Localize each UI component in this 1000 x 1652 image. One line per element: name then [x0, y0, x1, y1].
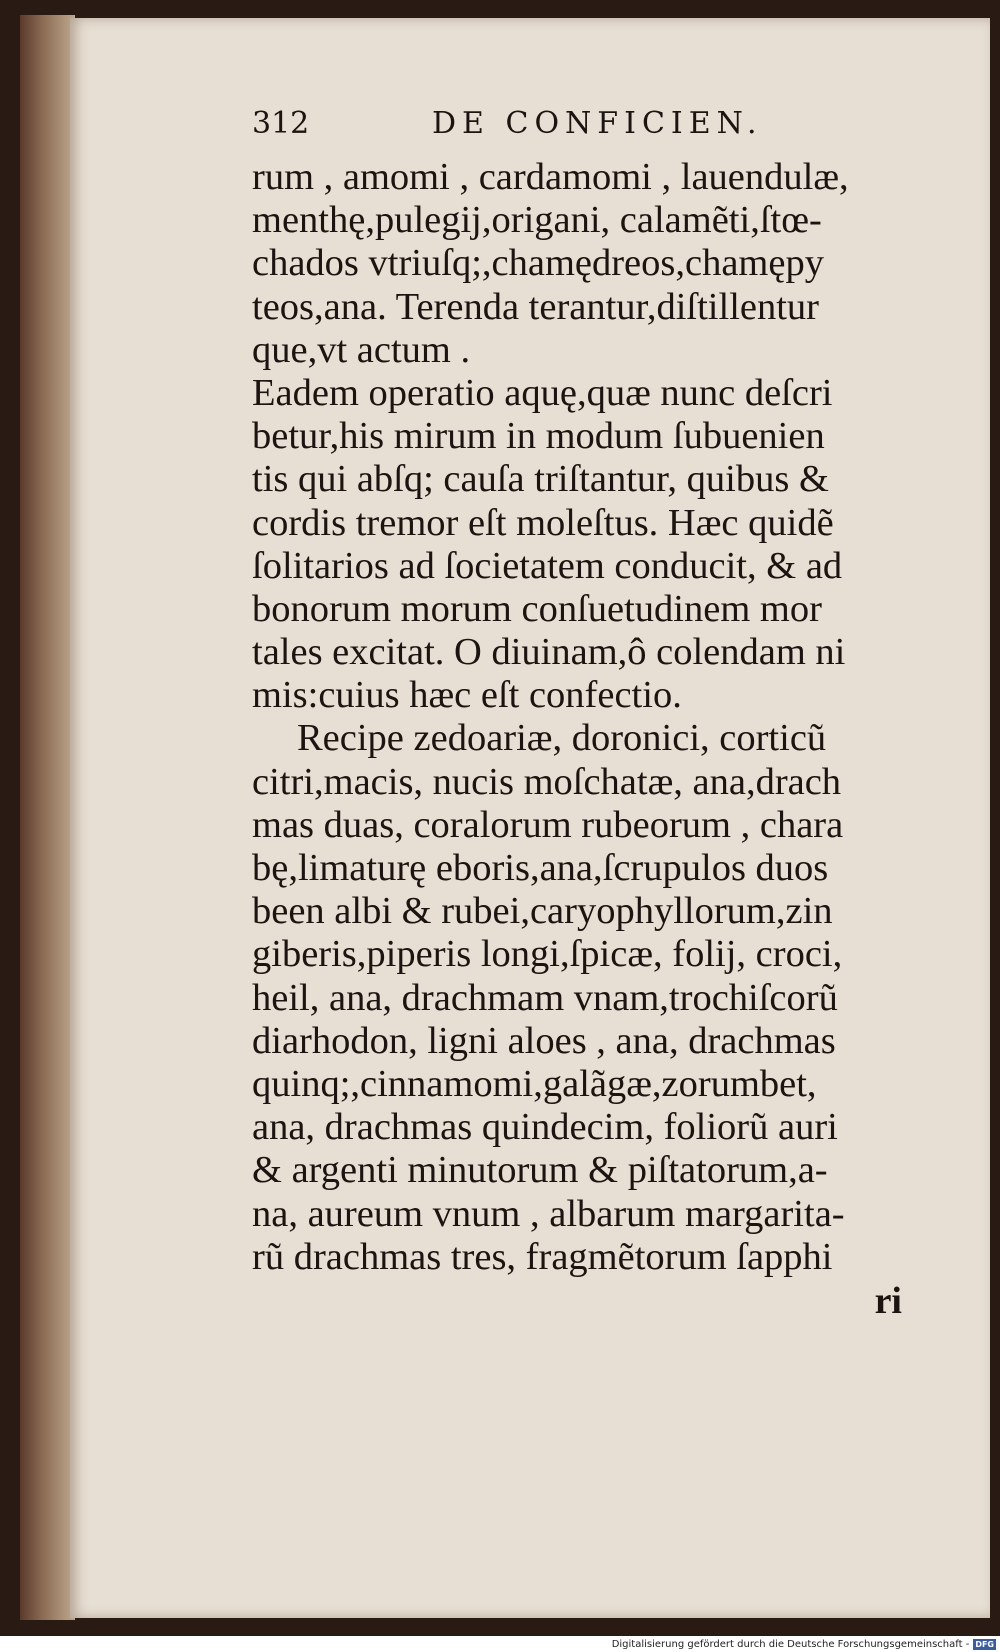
catchword-row — [252, 1279, 922, 1323]
text-line: diarhodon, ligni aloes , ana, drachmas — [252, 1019, 836, 1062]
text-line: giberis,piperis longi,ſpicæ, folij, croci, — [252, 933, 843, 976]
text-line: tales excitat. O diuinam,ô colendam ni — [252, 631, 846, 674]
text-line: teos,ana. Terenda terantur,diſtillentur — [252, 285, 819, 328]
text-line: rum , amomi , cardamomi , lauendulæ, — [252, 156, 849, 198]
running-head: DE CONFICIEN. — [432, 106, 763, 141]
text-line: que,vt actum . — [252, 328, 471, 371]
text-line: mis:cuius hæc eſt confectio. — [252, 674, 682, 717]
text-line: na, aureum vnum , albarum margarita- — [252, 1192, 845, 1235]
text-line: heil, ana, drachmam vnam,trochiſcorũ — [252, 976, 838, 1019]
text-line: quinq;,cinnamomi,galãgæ,zorumbet, — [252, 1062, 817, 1105]
text-line: mas duas, coralorum rubeorum , chara — [252, 803, 844, 846]
page-content — [252, 106, 922, 1323]
footer-credit: Digitalisierung gefördert durch die Deutsche Forschungsgemeinschaft - — [611, 1638, 970, 1650]
body-text — [252, 156, 922, 1279]
text-line: chados vtriuſq;,chamędreos,chamępy — [252, 242, 824, 285]
text-line: cordis tremor eſt moleſtus. Hæc quidẽ — [252, 501, 834, 544]
text-line: bę,limaturę eboris,ana,ſcrupulos duos — [252, 847, 829, 889]
page-header — [252, 106, 922, 156]
text-line: & argenti minutorum & piſtatorum,a- — [252, 1149, 828, 1192]
catchword: ri — [874, 1279, 902, 1322]
digitization-footer — [0, 1636, 1000, 1652]
text-line: tis qui abſq; cauſa triſtantur, quibus & — [252, 458, 829, 501]
text-line: bonorum morum conſuetudinem mor — [252, 587, 822, 630]
book-gutter — [20, 15, 75, 1620]
text-line: ana, drachmas quindecim, foliorũ auri — [252, 1106, 838, 1149]
text-line: been albi & rubei,caryophyllorum,zin — [252, 890, 833, 933]
text-line: betur,his mirum in modum ſubuenien — [252, 415, 825, 458]
text-line: menthę,pulegij,origani, calamẽti,ſtœ- — [252, 199, 822, 242]
text-line: ſolitarios ad ſocietatem conducit, & ad — [252, 544, 843, 587]
text-line: citri,macis, nucis moſchatæ, ana,drach — [252, 760, 842, 803]
dfg-logo: DFG — [975, 1639, 994, 1649]
text-line: rũ drachmas tres, fragmẽtorum ſapphi — [252, 1235, 833, 1278]
page-number: 312 — [252, 106, 310, 141]
book-page — [70, 18, 990, 1618]
text-line: Eadem operatio aquę,quæ nunc deſcri — [252, 371, 833, 414]
text-line: Recipe zedoariæ, doronici, corticũ — [297, 717, 827, 760]
